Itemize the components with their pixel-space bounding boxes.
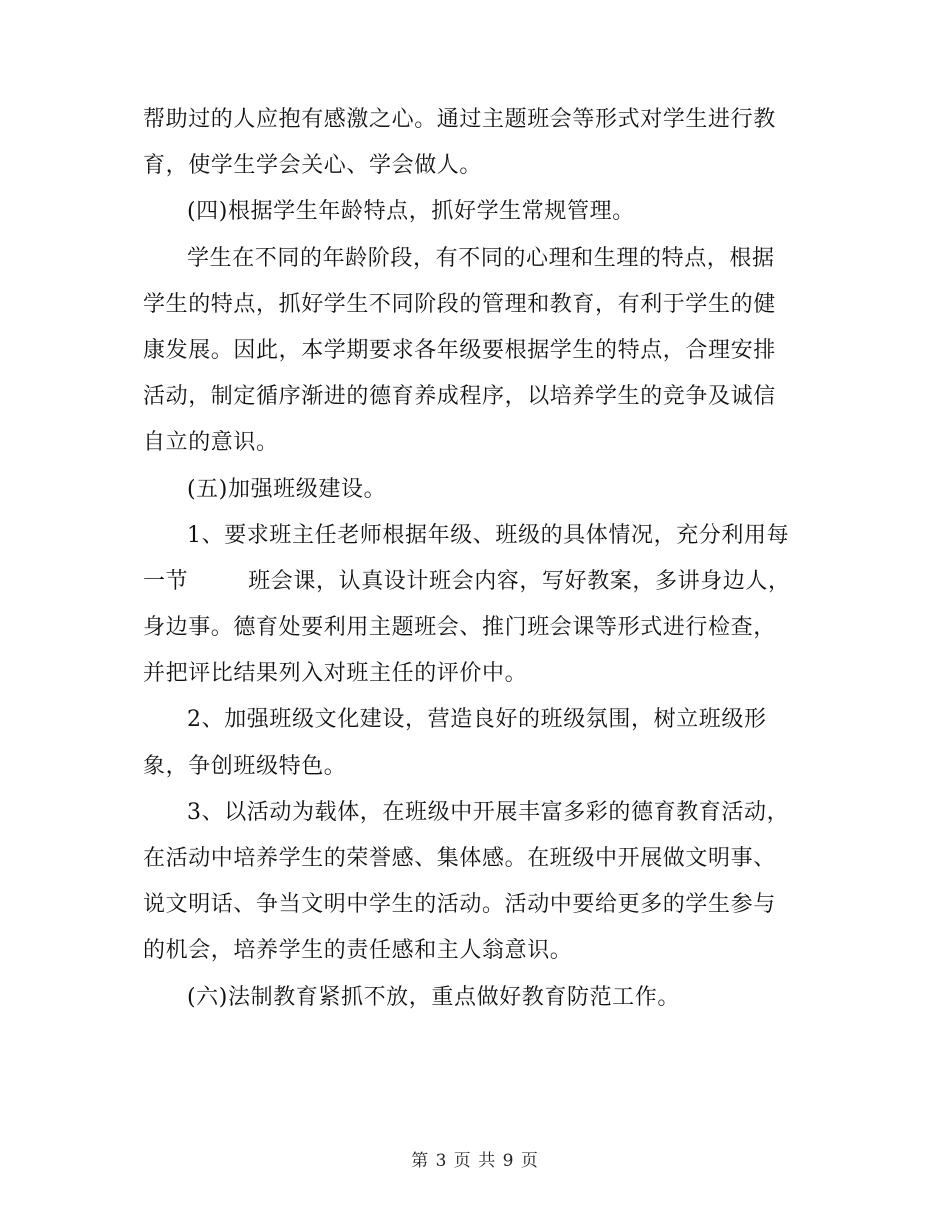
text-line: 在活动中培养学生的荣誉感、集体感。在班级中开展做文明事、 bbox=[143, 846, 776, 871]
section-heading-6: (六)法制教育紧抓不放，重点做好教育防范工作。 bbox=[187, 984, 680, 1010]
text-line: 活动，制定循序渐进的德育养成程序，以培养学生的竞争及诚信 bbox=[143, 384, 776, 410]
document-body bbox=[143, 97, 808, 1021]
text-line: 学生在不同的年龄阶段，有不同的心理和生理的特点，根据 bbox=[187, 245, 775, 271]
text-line: 身边事。德育处要利用主题班会、推门班会课等形式进行检查， bbox=[143, 615, 776, 641]
text-line: 1、要求班主任老师根据年级、班级的具体情况，充分利用每 bbox=[187, 522, 790, 548]
section-heading-5: (五)加强班级建设。 bbox=[187, 476, 387, 502]
text-line: 的机会，培养学生的责任感和主人翁意识。 bbox=[143, 938, 573, 964]
text-line: 自立的意识。 bbox=[143, 430, 279, 456]
text-line: 2、加强班级文化建设，营造良好的班级氛围，树立班级形 bbox=[187, 707, 767, 733]
text-line: 康发展。因此，本学期要求各年级要根据学生的特点，合理安排 bbox=[143, 337, 776, 363]
page-number-footer: 第 3 页 共 9 页 bbox=[411, 1151, 539, 1171]
text-line: 学生的特点，抓好学生不同阶段的管理和教育，有利于学生的健 bbox=[143, 291, 776, 317]
text-line: 3、以活动为载体，在班级中开展丰富多彩的德育教育活动， bbox=[187, 799, 790, 825]
section-heading-4: (四)根据学生年龄特点，抓好学生常规管理。 bbox=[187, 199, 635, 225]
text-line: 育，使学生学会关心、学会做人。 bbox=[143, 153, 483, 179]
text-line: 并把评比结果列入对班主任的评价中。 bbox=[143, 661, 528, 687]
text-line: 说文明话、争当文明中学生的活动。活动中要给更多的学生参与 bbox=[143, 892, 776, 918]
text-line-split bbox=[143, 559, 808, 605]
text-line: 帮助过的人应抱有感激之心。通过主题班会等形式对学生进行教 bbox=[143, 107, 776, 132]
text-line: 象，争创班级特色。 bbox=[143, 753, 347, 779]
text-fragment: 班会课，认真设计班会内容，写好教案，多讲身边人， bbox=[248, 568, 791, 594]
text-fragment: 一节 bbox=[143, 568, 189, 594]
